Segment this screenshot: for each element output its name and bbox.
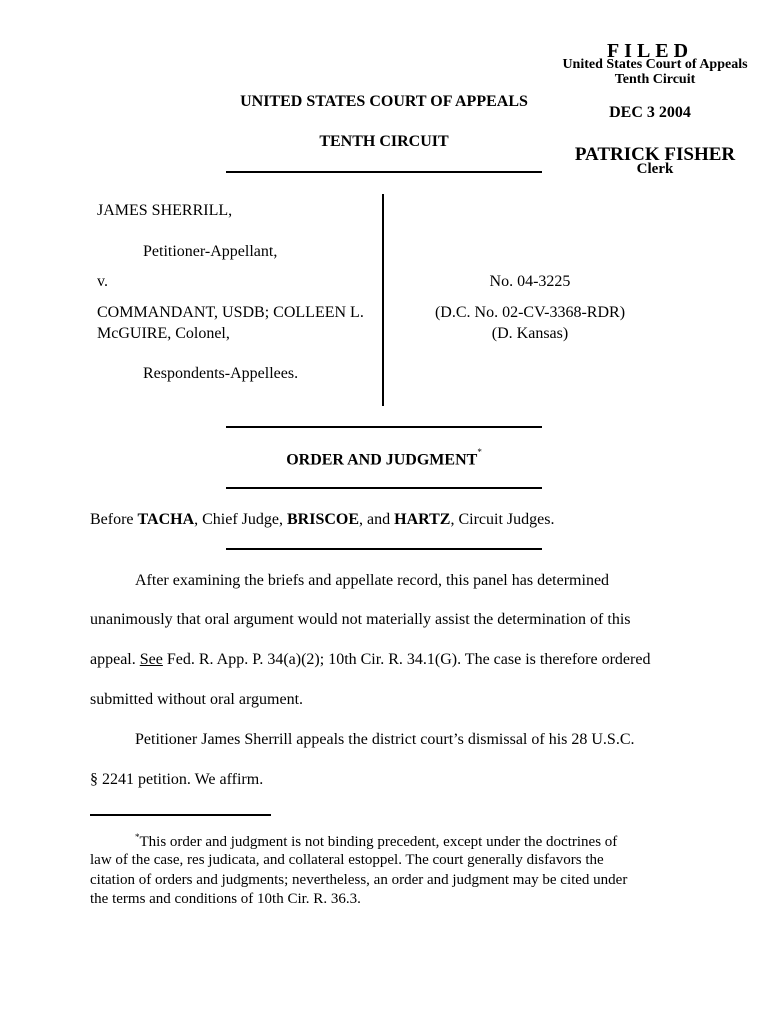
body-p1-line4: submitted without oral argument. bbox=[90, 691, 304, 708]
petitioner-role: Petitioner-Appellant, bbox=[143, 243, 278, 260]
judges-title: , Circuit Judges. bbox=[450, 511, 555, 528]
district-court-number: (D.C. No. 02-CV-3368-RDR) bbox=[434, 304, 626, 321]
body-p1-line3 bbox=[90, 651, 650, 669]
panel-line bbox=[90, 511, 554, 529]
filed-stamp-circuit: Tenth Circuit bbox=[614, 72, 696, 87]
footnote-line3: citation of orders and judgments; nevertheless, an order and judgment may be cited under bbox=[90, 872, 628, 888]
body-p1-line1: After examining the briefs and appellate record, this panel has determined bbox=[135, 572, 610, 589]
respondent-line-2: McGUIRE, Colonel, bbox=[97, 325, 230, 342]
versus: v. bbox=[97, 273, 108, 290]
order-footnote-marker: * bbox=[477, 447, 482, 457]
district-name: (D. Kansas) bbox=[491, 325, 569, 342]
header-divider bbox=[226, 171, 542, 173]
court-name: UNITED STATES COURT OF APPEALS bbox=[240, 93, 528, 110]
footnote-line4: the terms and conditions of 10th Cir. R. 36.3. bbox=[90, 891, 361, 907]
body-p1-line2: unanimously that oral argument would not materially assist the determination of this bbox=[90, 611, 631, 628]
order-title bbox=[226, 447, 542, 469]
see-signal: See bbox=[139, 651, 163, 668]
judge-tacha: TACHA bbox=[137, 511, 195, 528]
body-p2-line1: Petitioner James Sherrill appeals the district court’s dismissal of his 28 U.S.C. bbox=[135, 731, 635, 748]
footnote-marker: * bbox=[135, 832, 140, 842]
body-p1-line3-post: Fed. R. App. P. 34(a)(2); 10th Cir. R. 34.1(G). The case is therefore ordered bbox=[162, 651, 651, 668]
respondent-role: Respondents-Appellees. bbox=[143, 365, 299, 382]
panel-and: , and bbox=[359, 511, 395, 528]
body-p2-line2: § 2241 petition. We affirm. bbox=[90, 771, 264, 788]
filed-stamp-date: DEC 3 2004 bbox=[609, 104, 691, 121]
panel-divider bbox=[226, 548, 542, 550]
panel-before: Before bbox=[90, 511, 138, 528]
judge1-title: , Chief Judge, bbox=[194, 511, 287, 528]
case-number: No. 04-3225 bbox=[489, 273, 571, 290]
order-title-divider bbox=[226, 487, 542, 489]
judge-hartz: HARTZ bbox=[394, 511, 451, 528]
caption-divider bbox=[382, 194, 384, 406]
footnote-line1 bbox=[135, 832, 617, 851]
filed-stamp-heading: FILED bbox=[606, 40, 694, 62]
petitioner-name: JAMES SHERRILL, bbox=[97, 202, 233, 219]
caption-bottom-divider bbox=[226, 426, 542, 428]
footnote-separator bbox=[90, 814, 271, 816]
footnote-line2: law of the case, res judicata, and collateral estoppel. The court generally disfavors the bbox=[90, 852, 604, 868]
footnote-line1-text: This order and judgment is not binding precedent, except under the doctrines of bbox=[139, 834, 618, 850]
body-p1-line3-pre: appeal. bbox=[90, 651, 140, 668]
respondent-line-1: COMMANDANT, USDB; COLLEEN L. bbox=[97, 304, 364, 321]
circuit-name: TENTH CIRCUIT bbox=[319, 133, 449, 150]
order-title-text: ORDER AND JUDGMENT bbox=[286, 451, 478, 469]
filed-stamp-court: United States Court of Appeals bbox=[562, 57, 748, 72]
judge-briscoe: BRISCOE bbox=[287, 511, 360, 528]
clerk-name: PATRICK FISHER bbox=[574, 144, 736, 165]
clerk-title: Clerk bbox=[636, 161, 674, 177]
